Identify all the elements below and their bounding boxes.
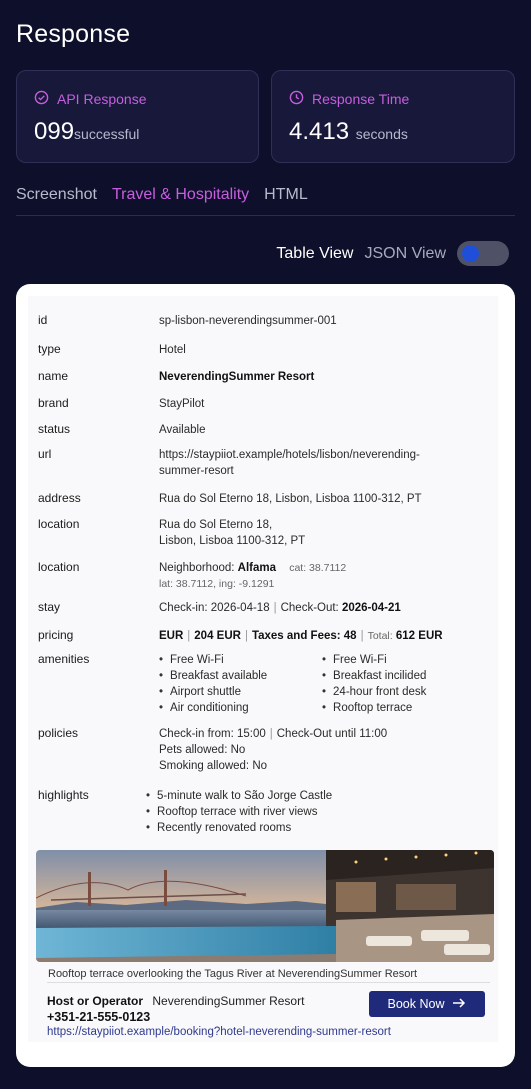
price-value: 204 EUR — [194, 630, 241, 642]
host-value: NeverendingSummer Resort — [152, 994, 305, 1008]
result-panel — [16, 284, 515, 1067]
page-title: Response — [16, 20, 131, 48]
key-type: type — [38, 342, 61, 356]
currency-value: EUR — [159, 630, 184, 642]
view-toggle[interactable] — [457, 241, 509, 266]
check-circle-icon — [34, 90, 49, 108]
url-line-2: summer-resort — [159, 465, 234, 477]
checkout-label: Check-Out: — [280, 602, 339, 614]
list-item: • Breakfast available — [159, 668, 322, 684]
tab-travel-hospitality[interactable]: Travel & Hospitality — [111, 186, 250, 203]
phone-number: +351-21-555-0123 — [47, 1010, 151, 1024]
key-highlights: highlights — [38, 788, 89, 802]
key-url: url — [38, 447, 52, 461]
tabs-divider — [16, 215, 515, 216]
total-value: 612 EUR — [395, 630, 443, 642]
value-type: Hotel — [159, 344, 186, 356]
response-time-card — [271, 70, 515, 163]
key-pricing: pricing — [38, 628, 74, 642]
host-label: Host or Operator — [47, 994, 144, 1008]
photo-caption: Rooftop terrace overlooking the Tagus River at NeverendingSummer Resort — [48, 968, 418, 980]
value-amenities — [159, 652, 492, 716]
value-location-detail — [159, 560, 492, 592]
list-item: • Air conditioning — [159, 700, 322, 716]
location-line-2: Lisbon, Lisboa 1100-312, PT — [159, 535, 306, 547]
amenities-list — [159, 652, 492, 716]
book-now-label: Book Now — [387, 997, 445, 1011]
response-time-number: 4.413 — [289, 118, 350, 145]
result-tabs — [16, 186, 308, 204]
policy-smoking-label: Smoking allowed: — [159, 760, 250, 772]
value-policies: Check-in from: 15:00 | Check-Out until 11:00 Pets allowed: No Smoking allowed: No — [159, 728, 388, 772]
location-line-1: Rua do Sol Eterno 18, — [159, 519, 273, 531]
policy-smoking-value: No — [252, 760, 268, 772]
policy-checkin: Check-in from: 15:00 — [159, 728, 266, 740]
highlights-list — [146, 788, 492, 836]
value-name-wrap — [159, 369, 492, 385]
list-item: • Airport shuttle — [159, 684, 322, 700]
rendered-record — [28, 296, 498, 1042]
api-response-count: 099 — [34, 118, 75, 145]
value-url[interactable] — [159, 447, 492, 479]
list-item: • 5-minute walk to São Jorge Castle — [146, 788, 492, 804]
book-now-button[interactable] — [369, 991, 485, 1017]
url-line-1: https://staypiiot.example/hotels/lisbon/neverending- — [159, 449, 420, 461]
key-amenities: amenities — [38, 652, 90, 666]
key-brand: brand — [38, 396, 69, 410]
key-name: name — [38, 369, 69, 383]
value-id: sp-lisbon-neverendingsummer-001 — [159, 315, 337, 327]
list-item: • Recently renovated rooms — [146, 820, 492, 836]
host-line — [47, 994, 304, 1008]
key-policies: policies — [38, 726, 79, 740]
list-item: • 24-hour front desk — [322, 684, 462, 700]
tab-html[interactable]: HTML — [264, 186, 308, 203]
api-response-header — [34, 90, 147, 108]
table-view-label[interactable]: Table View — [276, 244, 354, 262]
arrow-right-icon — [452, 997, 466, 1011]
list-item: • Free Wi-Fi — [159, 652, 322, 668]
value-address: Rua do Sol Eterno 18, Lisbon, Lisboa 1100-312, PT — [159, 493, 422, 505]
list-item: • Rooftop terrace with river views — [146, 804, 492, 820]
key-address: address — [38, 491, 81, 505]
response-time-header — [289, 90, 409, 108]
policy-checkout: Check-Out until 11:00 — [276, 728, 388, 740]
value-pricing: EUR | 204 EUR | Taxes and Fees: 48 | Total: 612 EUR — [159, 630, 443, 642]
api-response-unit: successful — [74, 126, 140, 142]
checkout-value: 2026-04-21 — [341, 602, 401, 614]
value-brand: StayPilot — [159, 398, 205, 410]
value-status: Available — [159, 424, 206, 436]
view-switcher — [276, 241, 509, 266]
toggle-knob — [462, 245, 479, 262]
cat-value: cat: 38.7112 — [289, 562, 347, 574]
api-response-value — [34, 118, 139, 146]
value-highlights — [146, 788, 492, 836]
total-label: Total: — [367, 630, 393, 642]
response-time-value — [289, 118, 408, 146]
policy-pets: Pets allowed: No — [159, 744, 246, 756]
latlng-value: lat: 38.7112, ing: -9.1291 — [159, 578, 275, 590]
checkin-value: Check-in: 2026-04-18 — [159, 602, 270, 614]
taxes-value: Taxes and Fees: 48 — [251, 630, 357, 642]
caption-divider — [47, 982, 490, 983]
list-item: • Breakfast incilided — [322, 668, 462, 684]
clock-icon — [289, 90, 304, 108]
key-location: location — [38, 517, 80, 531]
key-id: id — [38, 313, 48, 327]
value-location — [159, 517, 492, 549]
neighborhood-label: Neighborhood: — [159, 562, 235, 574]
response-time-unit: seconds — [355, 126, 408, 142]
tab-screenshot[interactable]: Screenshot — [16, 186, 97, 203]
list-item: • Rooftop terrace — [322, 700, 462, 716]
neighborhood-value: Alfama — [237, 562, 277, 574]
key-stay: stay — [38, 600, 61, 614]
value-stay: Check-in: 2026-04-18 | Check-Out: 2026-04-21 — [159, 602, 401, 614]
hotel-photo — [36, 850, 494, 962]
api-response-label: API Response — [57, 91, 147, 107]
response-time-label: Response Time — [312, 91, 410, 107]
api-response-card — [16, 70, 259, 163]
json-view-label[interactable]: JSON View — [364, 244, 446, 262]
list-item: • Free Wi-Fi — [322, 652, 462, 668]
booking-link[interactable]: https://staypiiot.example/booking?hotel-neverending-summer-resort — [47, 1026, 391, 1038]
key-location-2: location — [38, 560, 80, 574]
value-name: NeverendingSummer Resort — [159, 371, 315, 383]
key-status: status — [38, 422, 71, 436]
